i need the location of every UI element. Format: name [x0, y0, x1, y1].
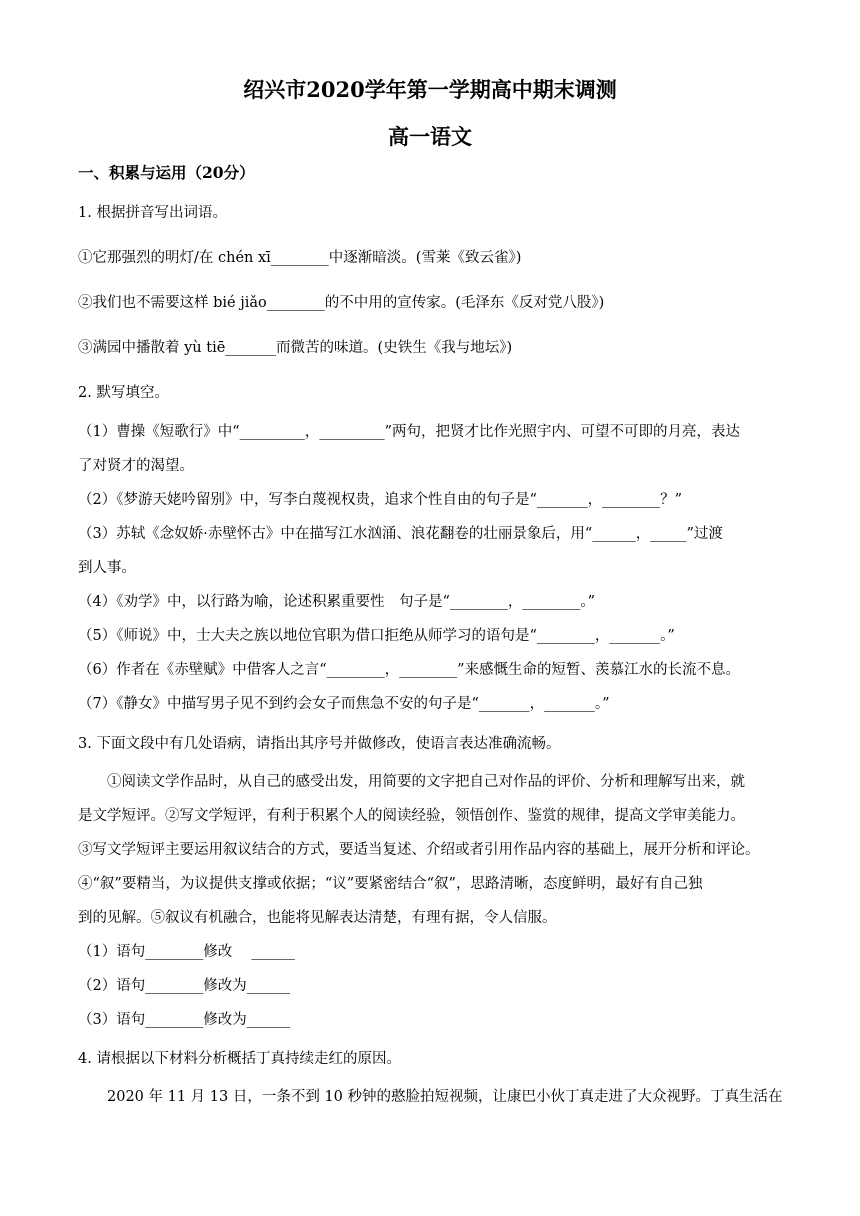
q3-passage-line-5: 到的见解。⑤叙议有机融合，也能将见解表达清楚，有理有据，令人信服。: [78, 910, 557, 926]
exam-title: 绍兴市2020学年第一学期高中期末调测: [243, 77, 617, 102]
q2-item-3: （3）苏轼《念奴娇·赤壁怀古》中在描写江水汹涌、浪花翻卷的壮丽景象后，用“______，_____”过渡: [78, 526, 723, 542]
q2-item-4: （4）《劝学》中，以行路为喻，论述积累重要性 句子是“________，________。”: [78, 594, 596, 610]
q3-answer-3: （3）语句________修改为______: [78, 1012, 291, 1028]
q2-item-3-cont: 到人事。: [78, 560, 136, 576]
q2-item-6: （6）作者在《赤壁赋》中借客人之言“________，________”来感慨生命的短暂、羡慕江水的长流不息。: [78, 662, 741, 678]
q1-stem: 1. 根据拼音写出词语。: [78, 205, 227, 221]
q2-item-1: （1）曹操《短歌行》中“_________，_________”两句，把贤才比作光照宇内、可望不可即的月亮，表达: [78, 424, 741, 440]
q3-answer-1: （1）语句________修改 ______: [78, 944, 295, 960]
q1-item-3: ③满园中播散着 yù tiē_______而微苦的味道。(史铁生《我与地坛》): [78, 340, 513, 356]
q3-answer-2: （2）语句________修改为______: [78, 978, 291, 994]
q4-passage: 2020 年 11 月 13 日，一条不到 10 秒钟的憨脸拍短视频，让康巴小伙丁真走进了大众视野。丁真生活在: [107, 1089, 783, 1105]
q1-item-1: ①它那强烈的明灯/在 chén xī________中逐渐暗淡。(雪莱《致云雀》): [78, 250, 522, 266]
q3-passage-line-4: ④“叙”要精当，为议提供支撑或依据；“议”要紧密结合“叙”，思路清晰，态度鲜明，最好有自己独: [78, 876, 703, 892]
section-heading: 一、积累与运用（20分）: [78, 163, 255, 182]
exam-subtitle: 高一语文: [388, 124, 472, 149]
q2-item-7: （7）《静女》中描写男子见不到约会女子而焦急不安的句子是“_______，_______。”: [78, 696, 610, 712]
q2-stem: 2. 默写填空。: [78, 385, 169, 401]
q3-stem: 3. 下面文段中有几处语病，请指出其序号并做修改，使语言表达准确流畅。: [78, 736, 561, 752]
q2-item-2: （2）《梦游天姥吟留别》中，写李白蔑视权贵，追求个性自由的句子是“_______，________？”: [78, 492, 683, 508]
q1-item-2: ②我们也不需要这样 bié jiǎo________的不中用的宣传家。(毛泽东《反对党八股》): [78, 295, 605, 311]
q2-item-5: （5）《师说》中，士大夫之族以地位官职为借口拒绝从师学习的语句是“________，_______。”: [78, 628, 675, 644]
q4-stem: 4. 请根据以下材料分析概括丁真持续走红的原因。: [78, 1051, 401, 1067]
q3-passage-line-3: ③写文学短评主要运用叙议结合的方式，要适当复述、介绍或者引用作品内容的基础上，展开分析和评论。: [78, 842, 760, 858]
q3-passage-line-1: ①阅读文学作品时，从自己的感受出发，用简要的文字把自己对作品的评价、分析和理解写出来，就: [107, 774, 745, 790]
q3-passage-line-2: 是文学短评。②写文学短评，有利于积累个人的阅读经验，领悟创作、鉴赏的规律，提高文学审美能力。: [78, 808, 745, 824]
q2-item-1-cont: 了对贤才的渴望。: [78, 458, 194, 474]
